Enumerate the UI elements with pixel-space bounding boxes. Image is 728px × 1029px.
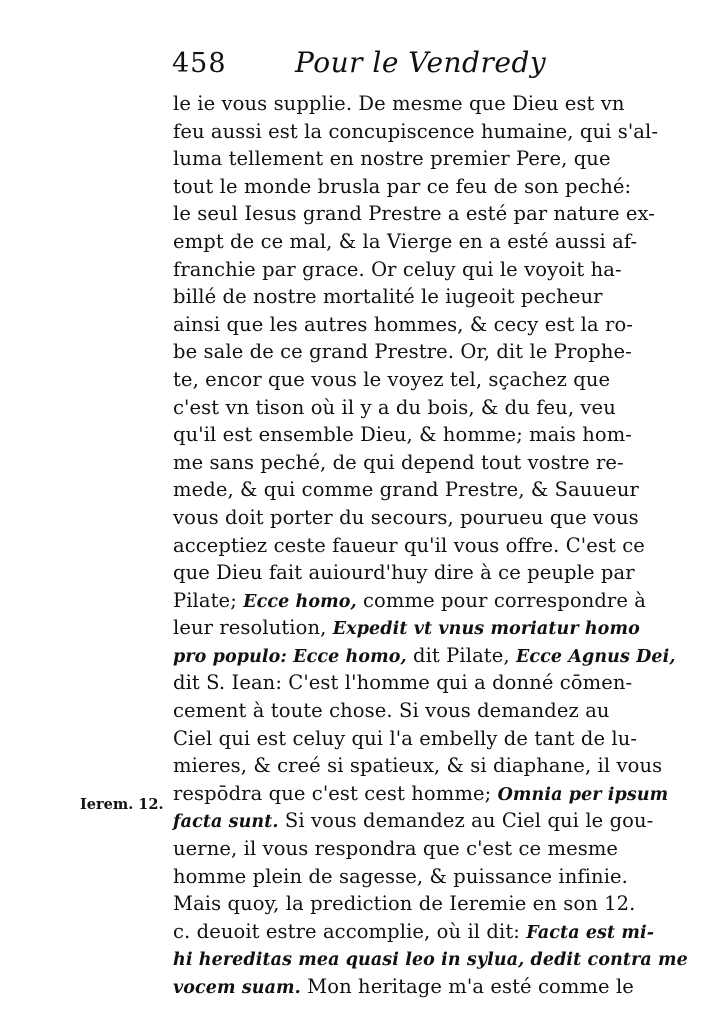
- text-line: [173, 449, 624, 477]
- latin-quote: Ecce homo,: [243, 591, 357, 612]
- text-line: [173, 256, 622, 284]
- text-segment: Ciel qui est celuy qui l'a embelly de tant de lu-: [173, 726, 638, 750]
- body-text: [173, 90, 688, 1001]
- text-line: [173, 780, 669, 808]
- text-segment: acceptiez ceste faueur qu'il vous offre. C'est ce: [173, 533, 645, 557]
- latin-quote: hi hereditas mea quasi leo in sylua, dedit contra me: [173, 950, 688, 971]
- margin-note: Ierem. 12.: [80, 796, 164, 813]
- text-segment: vous doit porter du secours, pourueu que vous: [173, 505, 639, 529]
- text-segment: be sale de ce grand Prestre. Or, dit le Prophe-: [173, 340, 632, 364]
- text-line: [173, 697, 610, 725]
- text-segment: mieres, & creé si spatieux, & si diaphane, il vous: [173, 754, 663, 778]
- running-title: Pour le Vendredy: [295, 46, 547, 79]
- latin-quote: vocem suam.: [173, 978, 301, 998]
- text-line: [173, 807, 654, 835]
- text-segment: comme pour correspondre à: [356, 588, 647, 612]
- latin-quote: facta sunt.: [173, 812, 279, 833]
- text-line: [173, 752, 663, 780]
- text-segment: homme plein de sagesse, & puissance infinie.: [173, 864, 628, 888]
- text-line: [173, 614, 640, 642]
- text-segment: franchie par grace. Or celuy qui le voyoit ha-: [173, 257, 622, 281]
- text-segment: billé de nostre mortalité le iugeoit pecheur: [173, 285, 603, 309]
- text-segment: cement à toute chose. Si vous demandez au: [173, 699, 610, 723]
- text-segment: Pilate;: [173, 588, 244, 612]
- text-line: [173, 145, 611, 173]
- text-line: [173, 90, 625, 118]
- text-line: [173, 228, 638, 256]
- text-line: [173, 945, 688, 973]
- text-segment: c. deuoit estre accomplie, où il dit:: [173, 919, 527, 943]
- text-line: [173, 421, 632, 449]
- text-segment: Mais quoy, la prediction de Ieremie en son 12.: [173, 892, 636, 916]
- text-segment: feu aussi est la concupiscence humaine, qui s'al-: [173, 119, 659, 143]
- text-segment: luma tellement en nostre premier Pere, que: [173, 147, 611, 171]
- text-segment: le ie vous supplie. De mesme que Dieu est vn: [173, 92, 625, 115]
- text-line: [173, 338, 632, 366]
- text-line: [173, 311, 633, 339]
- text-line: [173, 173, 632, 201]
- text-line: [173, 504, 639, 532]
- text-segment: qu'il est ensemble Dieu, & homme; mais hom-: [173, 423, 632, 447]
- text-segment: Mon heritage m'a esté comme le: [300, 975, 634, 998]
- text-segment: ainsi que les autres hommes, & cecy est la ro-: [173, 312, 633, 336]
- text-segment: dit S. Iean: C'est l'homme qui a donné cōmen-: [173, 671, 633, 695]
- text-line: [173, 669, 633, 697]
- text-segment: le seul Iesus grand Prestre a esté par nature ex-: [173, 202, 655, 226]
- text-segment: empt de ce mal, & la Vierge en a esté aussi af-: [173, 229, 638, 253]
- text-segment: Si vous demandez au Ciel qui le gou-: [278, 809, 654, 833]
- text-line: [173, 200, 655, 228]
- text-segment: c'est vn tison où il y a du bois, & du feu, veu: [173, 395, 616, 419]
- text-line: [173, 918, 655, 946]
- text-line: [173, 118, 659, 146]
- text-segment: mede, & qui comme grand Prestre, & Sauueur: [173, 478, 639, 502]
- text-segment: me sans peché, de qui depend tout vostre re-: [173, 450, 624, 474]
- latin-quote: Facta est mi-: [526, 922, 655, 943]
- latin-quote: pro populo: Ecce homo,: [173, 646, 407, 667]
- text-line: [173, 559, 635, 587]
- text-segment: que Dieu fait auiourd'huy dire à ce peuple par: [173, 561, 635, 585]
- text-segment: tout le monde brusla par ce feu de son peché:: [173, 174, 632, 198]
- text-line: [173, 283, 603, 311]
- text-line: [173, 476, 639, 504]
- latin-quote: Omnia per ipsum: [497, 784, 669, 805]
- page-number: 458: [172, 48, 227, 79]
- latin-quote: Ecce Agnus Dei,: [515, 646, 676, 667]
- text-line: [173, 835, 619, 863]
- text-line: [173, 863, 628, 891]
- page-header: [170, 42, 600, 82]
- latin-quote: Expedit vt vnus moriatur homo: [332, 619, 640, 640]
- text-line: [173, 642, 676, 670]
- text-segment: dit Pilate,: [406, 643, 516, 667]
- text-line: [173, 890, 636, 918]
- text-segment: respōdra que c'est cest homme;: [173, 781, 498, 805]
- text-segment: leur resolution,: [173, 616, 333, 640]
- text-line: [173, 366, 611, 394]
- text-line: [173, 587, 647, 615]
- text-line: [173, 725, 638, 753]
- text-line: [173, 973, 634, 1001]
- text-segment: te, encor que vous le voyez tel, sçachez que: [173, 367, 611, 391]
- text-line: [173, 532, 645, 560]
- text-segment: uerne, il vous respondra que c'est ce mesme: [173, 837, 619, 861]
- text-line: [173, 394, 616, 422]
